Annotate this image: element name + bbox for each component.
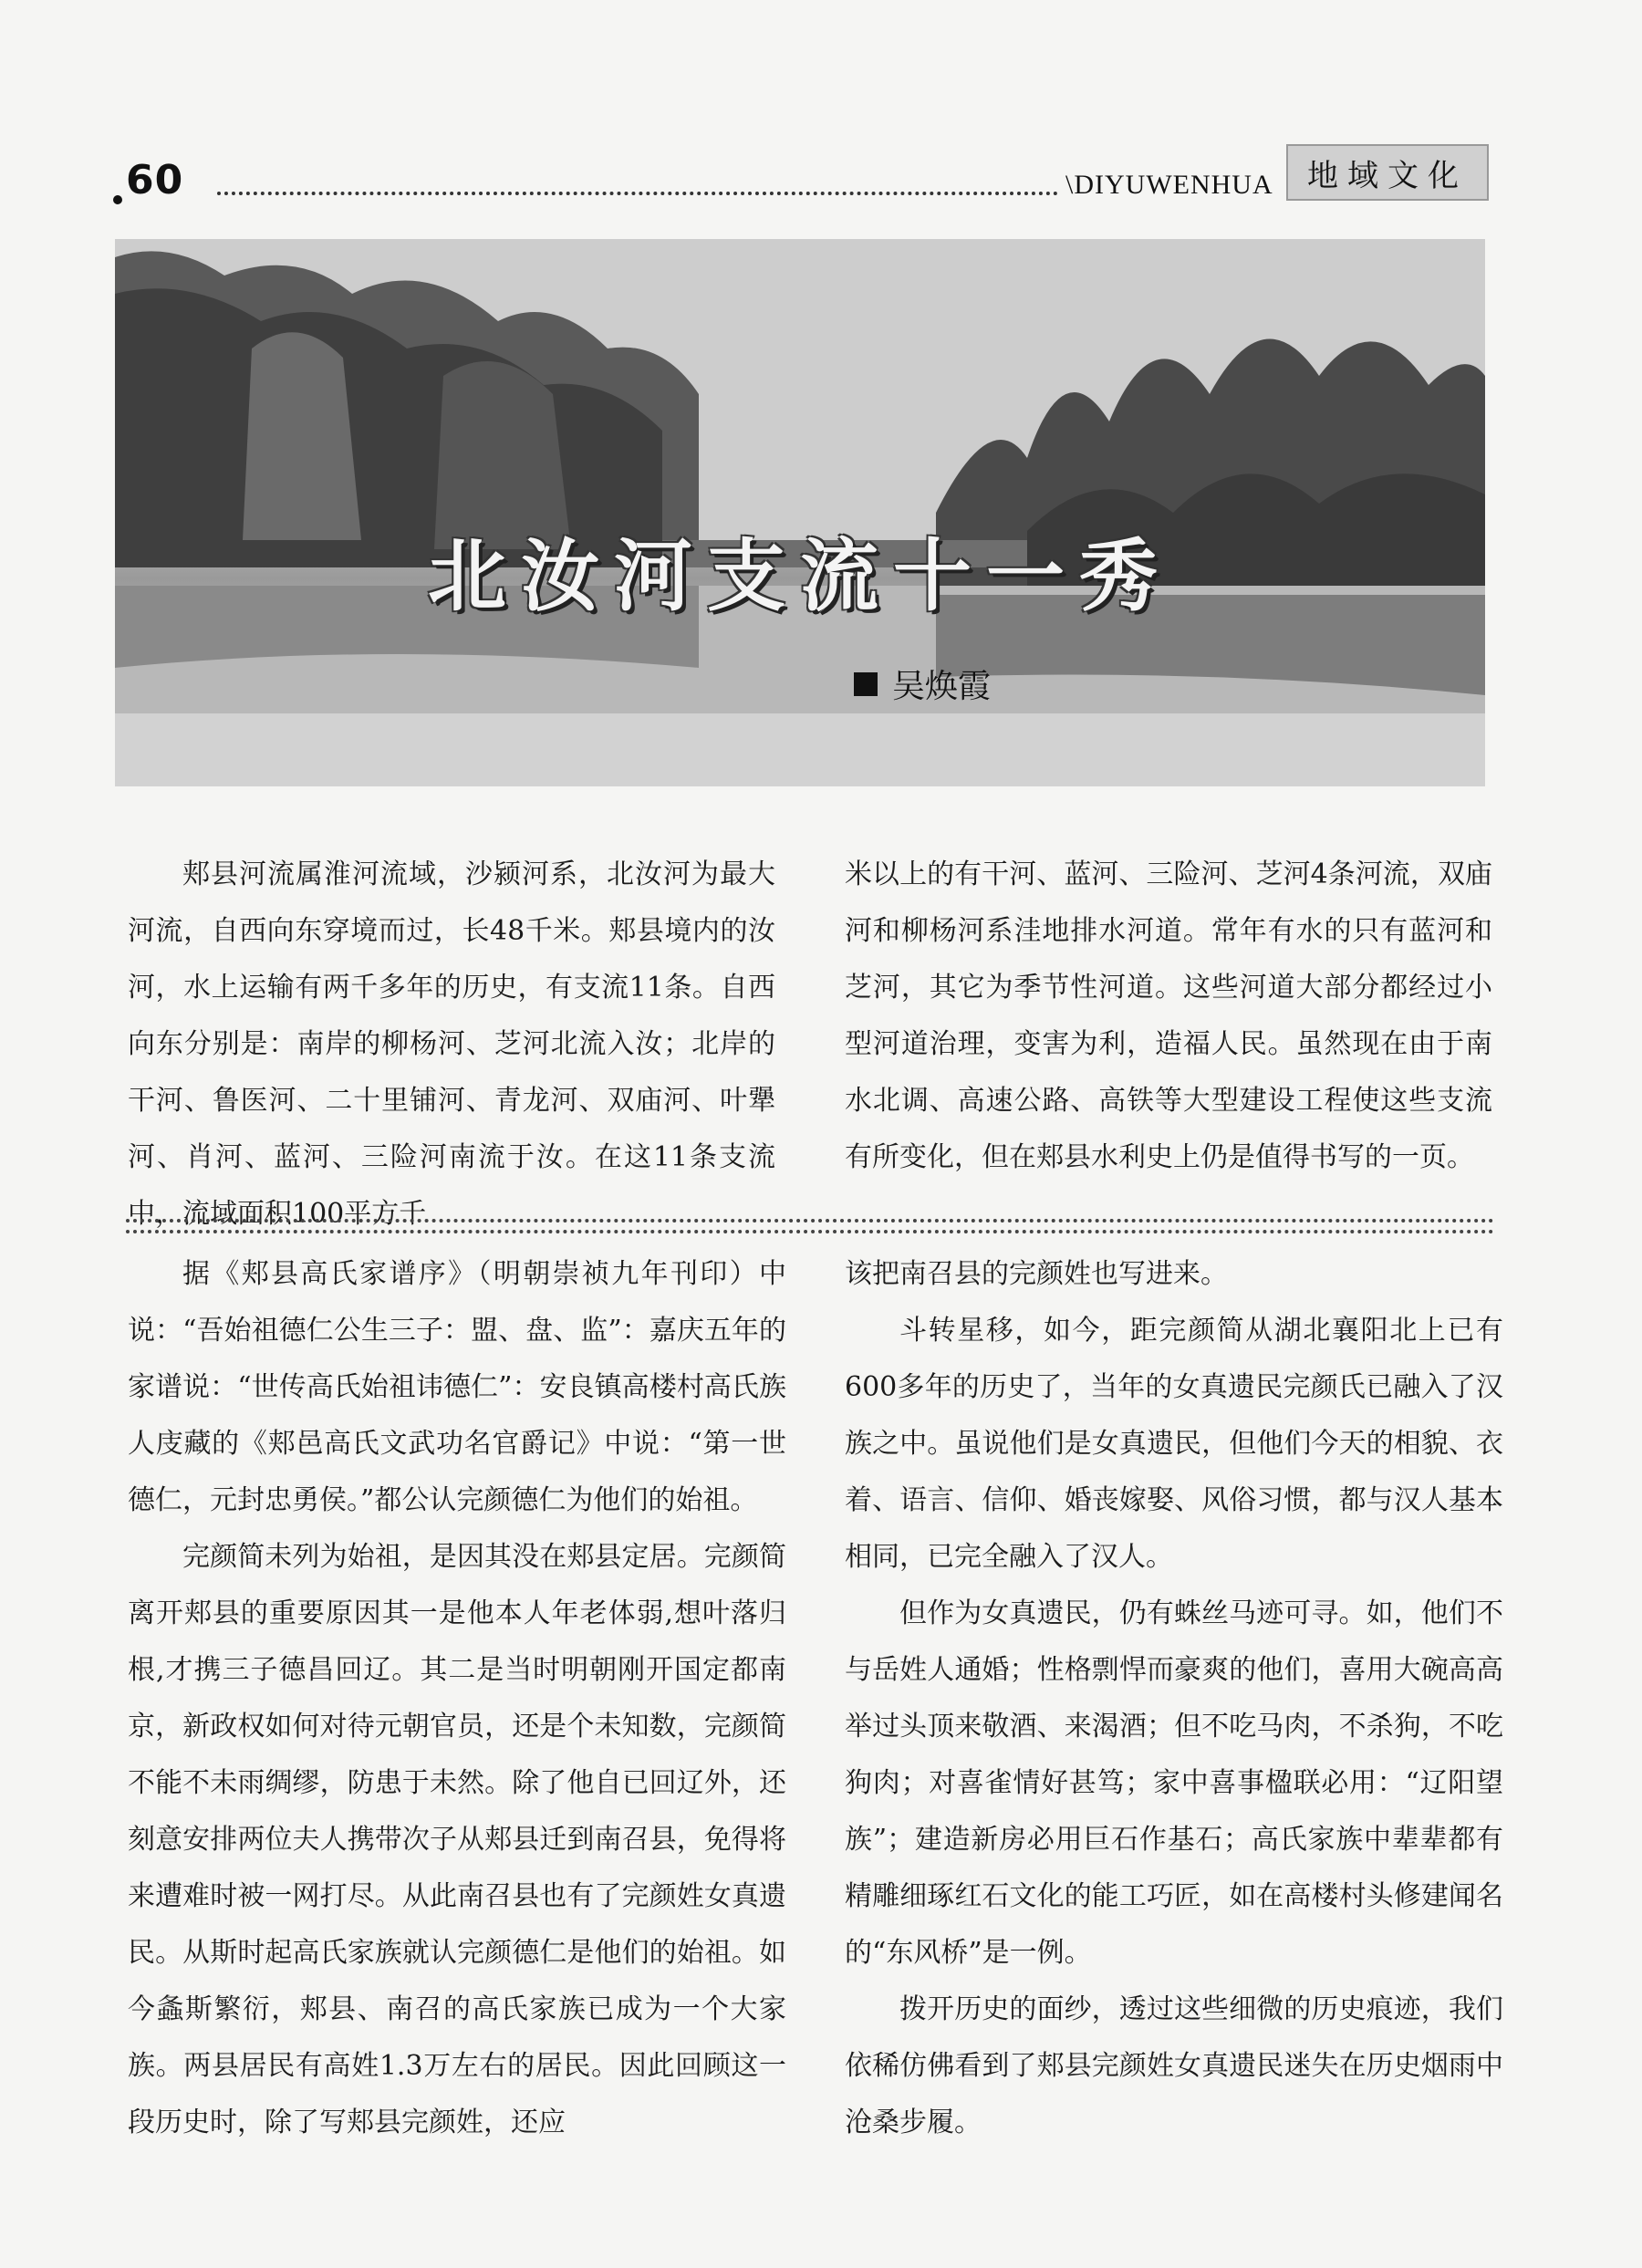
section-name-latin: \DIYUWENHUA: [1065, 170, 1273, 200]
paragraph: 据《郏县高氏家谱序》（明朝崇祯九年刊印）中说：“吾始祖德仁公生三子：盟、盘、监”：嘉庆五年的家谱说：“世传高氏始祖讳德仁”：安良镇高楼村高氏族人庋藏的《郏邑高氏文武功名官爵记》中说：“第一世德仁，元封忠勇侯。”都公认完颜德仁为他们的始祖。: [128, 1258, 786, 1516]
byline: [854, 661, 991, 707]
section2-left-column: [128, 1246, 786, 2151]
section1-left-column: [128, 847, 775, 1243]
section1-right-column: [845, 847, 1492, 1186]
section-title-box: 地域文化: [1286, 144, 1489, 201]
paragraph: 但作为女真遗民，仍有蛛丝马迹可寻。如，他们不与岳姓人通婚；性格剽悍而豪爽的他们，喜用大碗高高举过头顶来敬酒、来渴酒；但不吃马肉，不杀狗，不吃狗肉；对喜雀情好甚笃；家中喜事楹联必用：“辽阳望族”；建造新房必用巨石作基石；高氏家族中辈辈都有精雕细琢红石文化的能工巧匠，如在高楼村头修建闻名的“东风桥”是一例。: [845, 1597, 1503, 1969]
paragraph: 郏县河流属淮河流域，沙颍河系，北汝河为最大河流，自西向东穿境而过，长48千米。郏县境内的汝河，水上运输有两千多年的历史，有支流11条。自西向东分别是：南岸的柳杨河、芝河北流入汝；北岸的干河、鲁医河、二十里铺河、青龙河、双庙河、叶犟河、肖河、蓝河、三险河南流于汝。在这11条支流中，流域面积100平方千: [128, 858, 775, 1230]
paragraph: 完颜简未列为始祖，是因其没在郏县定居。完颜简离开郏县的重要原因其一是他本人年老体弱,想叶落归根,才携三子德昌回辽。其二是当时明朝刚开国定都南京，新政权如何对待元朝官员，还是个未知数，完颜简不能不未雨绸缪，防患于未然。除了他自已回辽外，还刻意安排两位夫人携带次子从郏县迁到南召县，免得将来遭难时被一网打尽。从此南召县也有了完颜姓女真遗民。从斯时起高氏家族就认完颜德仁是他们的始祖。如今螽斯繁衍，郏县、南召的高氏家族已成为一个大家族。两县居民有高姓1.3万左右的居民。因此回顾这一段历史时，除了写郏县完颜姓，还应: [128, 1541, 786, 2138]
section-divider: [126, 1230, 1494, 1233]
section-divider: [126, 1219, 1494, 1222]
page-number: 60: [126, 157, 184, 203]
banner-photo: [115, 239, 1485, 786]
paragraph: 该把南召县的完颜姓也写进来。: [845, 1258, 1228, 1290]
paragraph: 斗转星移，如今，距完颜简从湖北襄阳北上已有600多年的历史了，当年的女真遗民完颜氏已融入了汉族之中。虽说他们是女真遗民，但他们今天的相貌、衣着、语言、信仰、婚丧嫁娶、风俗习惯，都与汉人基本相同，已完全融入了汉人。: [845, 1315, 1503, 1573]
author-name: 吴焕霞: [892, 668, 992, 705]
paragraph: 米以上的有干河、蓝河、三险河、芝河4条河流，双庙河和柳杨河系洼地排水河道。常年有水的只有蓝河和芝河，其它为季节性河道。这些河道大部分都经过小型河道治理，变害为利，造福人民。虽然现在由于南水北调、高速公路、高铁等大型建设工程使这些支流有所变化，但在郏县水利史上仍是值得书写的一页。: [845, 858, 1492, 1173]
header-dotted-rule: [217, 192, 1058, 195]
section2-right-column: [845, 1246, 1503, 2151]
paragraph: 拨开历史的面纱，透过这些细微的历史痕迹，我们依稀仿佛看到了郏县完颜姓女真遗民迷失在历史烟雨中沧桑步履。: [845, 1993, 1503, 2138]
byline-square-icon: [854, 672, 878, 696]
article-title: 北汝河支流十一秀: [428, 531, 1172, 622]
